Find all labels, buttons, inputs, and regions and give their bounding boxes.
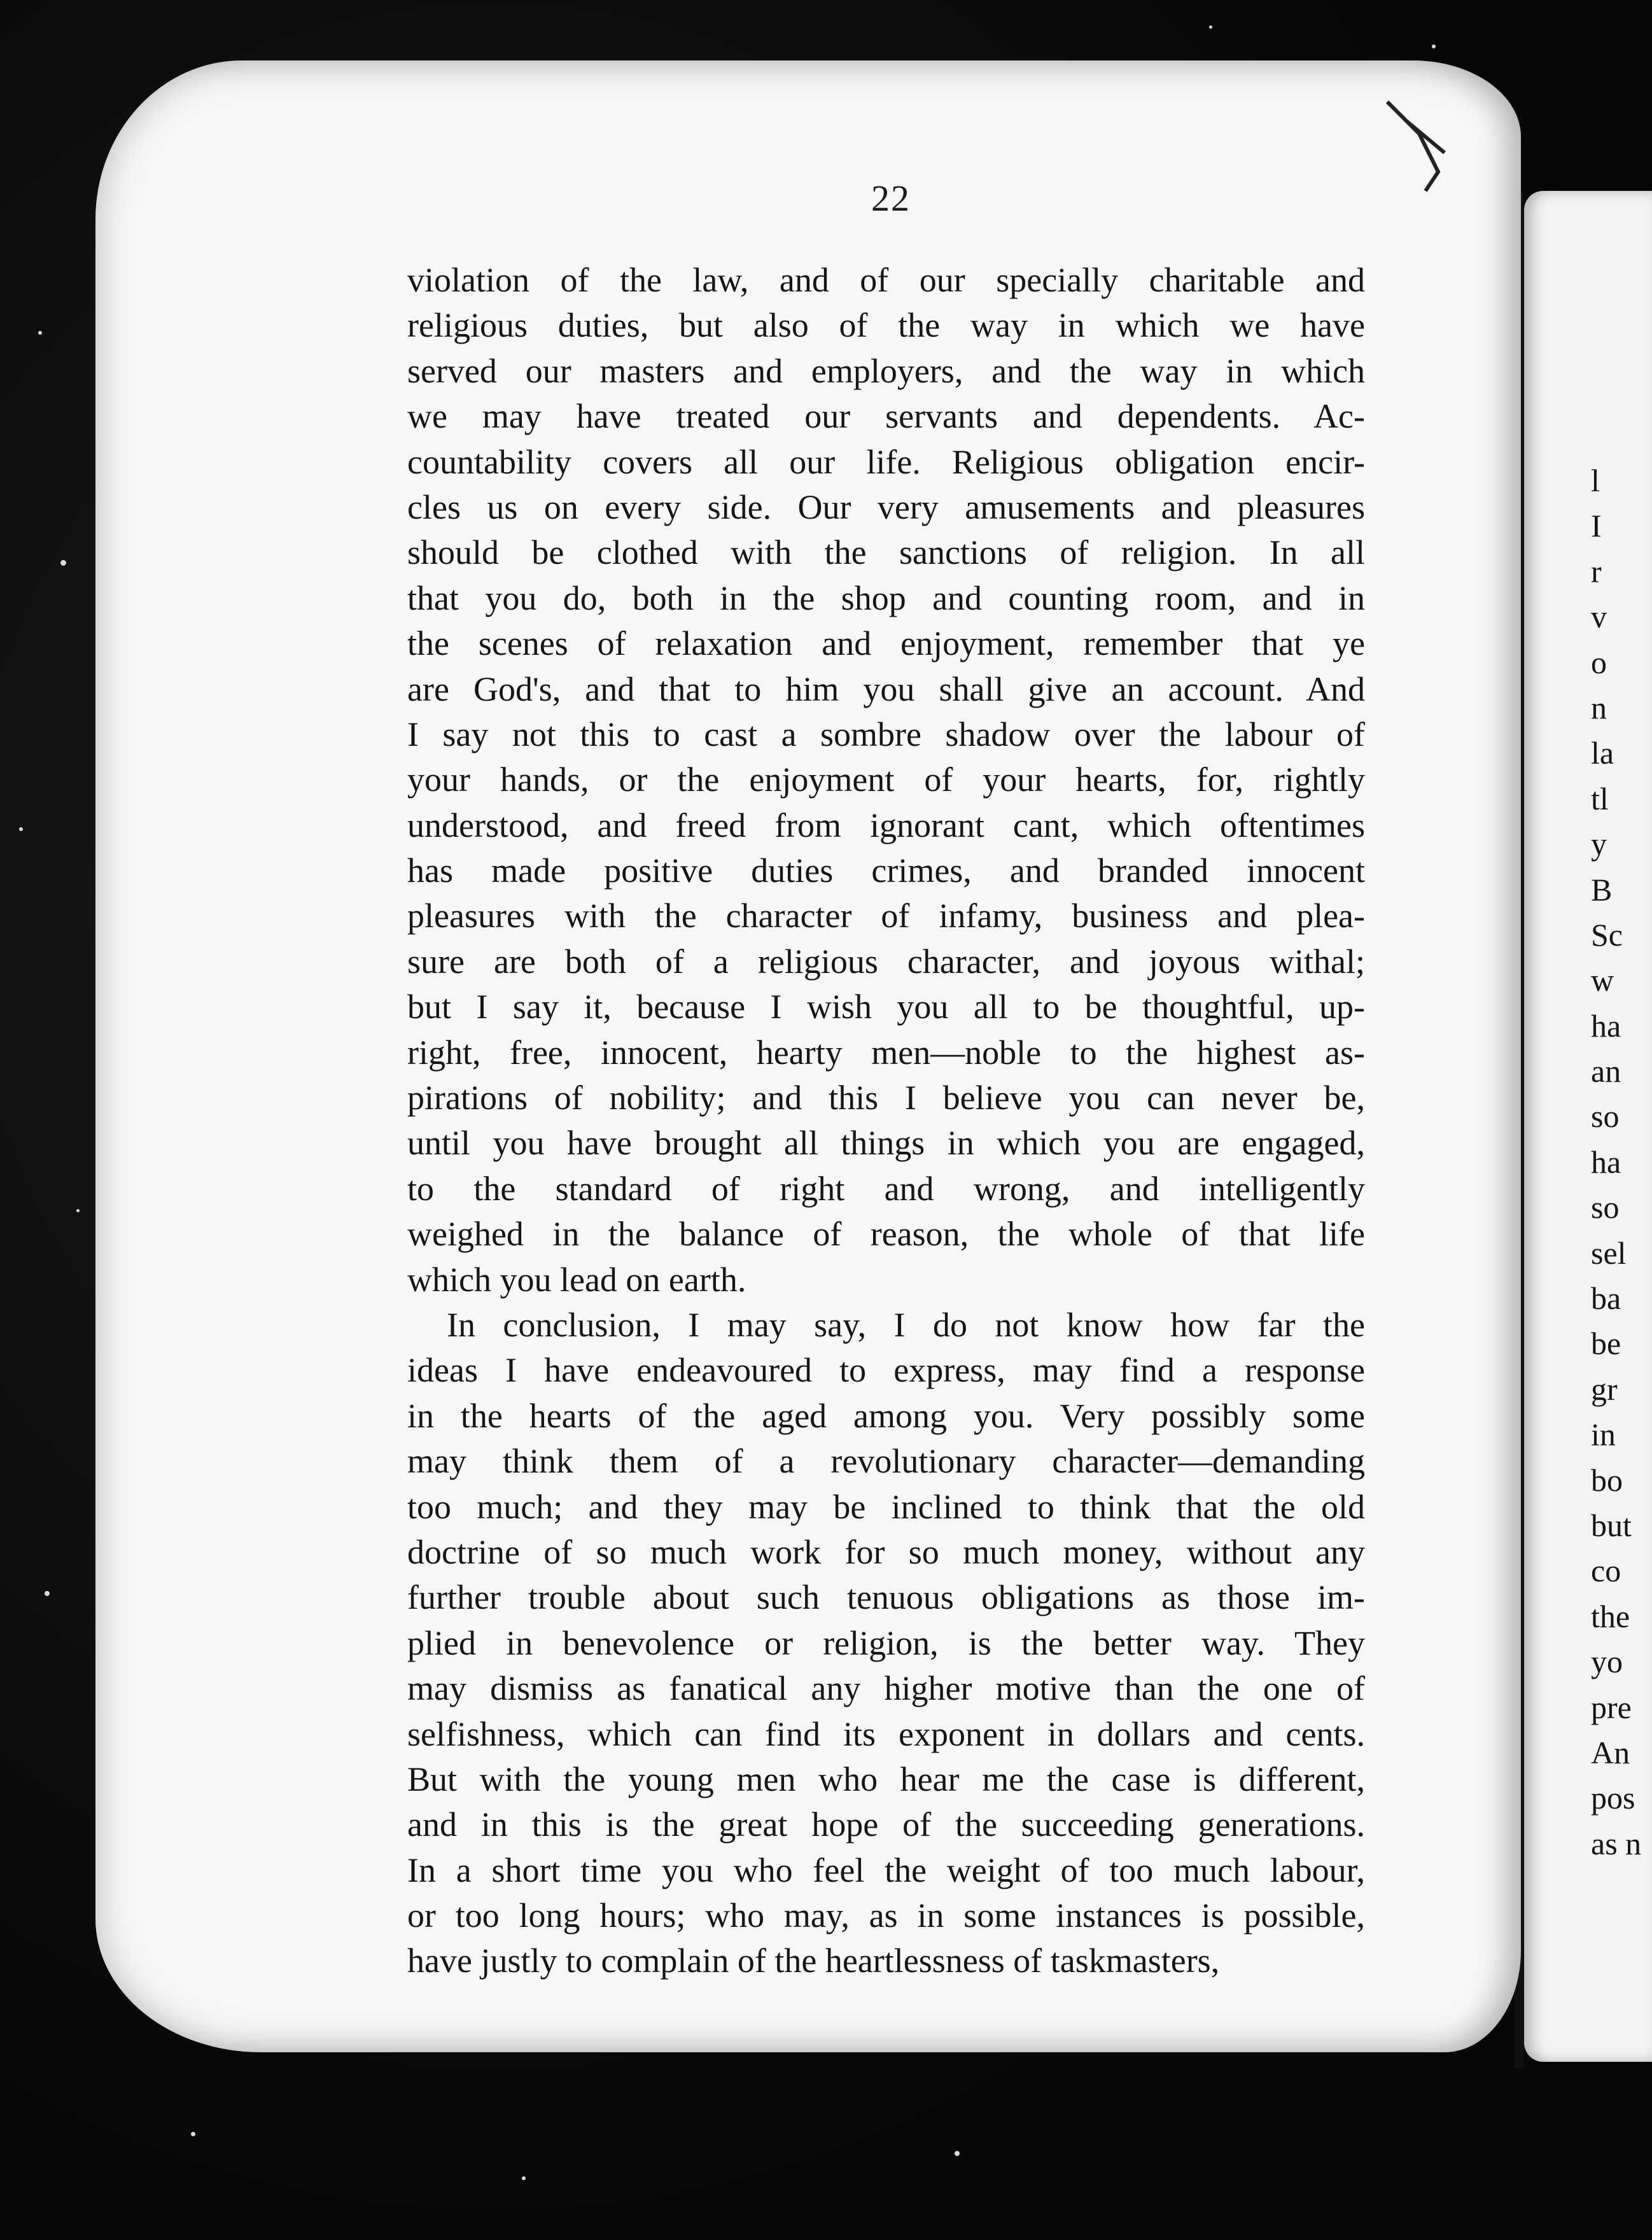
text-line: which you lead on earth. <box>407 1260 746 1299</box>
facing-page-fragment: tl <box>1591 780 1609 816</box>
text-line: In a short time you who feel the weight of too much labour, <box>407 1851 1365 1889</box>
text-line: pirations of nobility; and this I believe you can never be, <box>407 1079 1365 1117</box>
facing-page-fragment: pre <box>1591 1689 1632 1725</box>
facing-page-fragment: so <box>1591 1189 1620 1226</box>
text-line: and in this is the great hope of the succeeding generations. <box>407 1805 1365 1844</box>
text-line: have justly to complain of the heartlessness of taskmasters, <box>407 1942 1220 1980</box>
dust-speck <box>522 2176 526 2180</box>
dust-speck <box>45 1591 50 1596</box>
facing-page-fragment: n <box>1591 689 1607 725</box>
facing-page-fragment: co <box>1591 1553 1621 1589</box>
text-line: further trouble about such tenuous obligations as those im- <box>407 1578 1365 1617</box>
text-line: selfishness, which can find its exponent in dollars and cents. <box>407 1714 1365 1753</box>
facing-page-fragment: yo <box>1591 1644 1623 1680</box>
dust-speck <box>76 1209 80 1212</box>
facing-page-fragment: pos <box>1591 1780 1635 1816</box>
text-line: understood, and freed from ignorant cant, which oftentimes <box>407 806 1365 844</box>
text-line: your hands, or the enjoyment of your hearts, for, rightly <box>407 760 1365 799</box>
facing-page-fragment: v <box>1591 599 1607 635</box>
text-line: that you do, both in the shop and counting room, and in <box>407 578 1365 617</box>
text-line: In conclusion, I may say, I do not know how far the <box>447 1305 1365 1344</box>
text-line: I say not this to cast a sombre shadow over the labour of <box>407 715 1365 753</box>
facing-page-fragment: as n <box>1591 1825 1642 1861</box>
facing-page-fragment: bo <box>1591 1462 1623 1498</box>
text-line: sure are both of a religious character, and joyous withal; <box>407 942 1365 981</box>
facing-page-fragment: An <box>1591 1734 1630 1770</box>
facing-page-fragment: in <box>1591 1417 1616 1453</box>
dust-speck <box>1432 45 1436 48</box>
dust-speck <box>191 2132 195 2136</box>
facing-page-fragment: so <box>1591 1098 1620 1135</box>
torn-corner-mark <box>1381 95 1457 197</box>
body-text <box>407 258 1365 1984</box>
facing-page-fragment: la <box>1591 735 1614 771</box>
facing-page-fragment: l <box>1591 463 1600 498</box>
text-line: doctrine of so much work for so much money, without any <box>407 1532 1365 1571</box>
text-line: or too long hours; who may, as in some instances is possible, <box>407 1896 1365 1935</box>
text-line: plied in benevolence or religion, is the better way. They <box>407 1623 1365 1662</box>
page-number: 22 <box>871 178 911 219</box>
facing-page-fragment: an <box>1591 1053 1621 1089</box>
dust-speck <box>1209 25 1212 29</box>
text-line: should be clothed with the sanctions of religion. In all <box>407 533 1365 572</box>
facing-page-fragment: the <box>1591 1598 1630 1634</box>
text-line: in the hearts of the aged among you. Very possibly some <box>407 1396 1365 1435</box>
text-line: ideas I have endeavoured to express, may find a response <box>407 1351 1365 1390</box>
text-line: religious duties, but also of the way in which we have <box>407 306 1365 345</box>
facing-page-fragment: be <box>1591 1326 1621 1362</box>
facing-page-fragment: but <box>1591 1507 1632 1543</box>
facing-page-fragment: r <box>1591 553 1602 589</box>
text-line: until you have brought all things in which you are engaged, <box>407 1124 1365 1163</box>
facing-page-fragment: o <box>1591 644 1607 680</box>
text-line: But with the young men who hear me the case is different, <box>407 1760 1365 1798</box>
facing-page-fragment: ba <box>1591 1280 1621 1317</box>
dust-speck <box>19 827 23 831</box>
text-line: but I say it, because I wish you all to be thoughtful, up- <box>407 988 1365 1026</box>
text-line: pleasures with the character of infamy, business and plea- <box>407 897 1365 935</box>
facing-page-fragment: gr <box>1591 1371 1618 1407</box>
facing-page-text <box>1591 458 1652 1866</box>
dust-speck <box>955 2151 960 2156</box>
text-line: the scenes of relaxation and enjoyment, remember that ye <box>407 624 1365 663</box>
text-line: cles us on every side. Our very amusements and pleasures <box>407 487 1365 526</box>
facing-page-fragment: ha <box>1591 1007 1621 1044</box>
text-line: may think them of a revolutionary character—demanding <box>407 1442 1365 1481</box>
text-line: too much; and they may be inclined to think that the old <box>407 1487 1365 1526</box>
dust-speck <box>60 560 66 566</box>
text-line: has made positive duties crimes, and branded innocent <box>407 851 1365 890</box>
facing-page-fragment: ha <box>1591 1144 1621 1180</box>
text-line: weighed in the balance of reason, the whole of that life <box>407 1215 1365 1254</box>
facing-page-fragment: y <box>1591 826 1607 862</box>
text-line: served our masters and employers, and the way in which <box>407 351 1365 390</box>
text-line: violation of the law, and of our specially charitable and <box>407 261 1365 299</box>
text-line: may dismiss as fanatical any higher motive than the one of <box>407 1669 1365 1708</box>
facing-page-fragment: sel <box>1591 1235 1627 1271</box>
text-line: countability covers all our life. Religious obligation encir- <box>407 442 1365 481</box>
text-line: we may have treated our servants and dependents. Ac- <box>407 397 1365 436</box>
facing-page-fragment: I <box>1591 508 1602 544</box>
text-line: right, free, innocent, hearty men—noble to the highest as- <box>407 1033 1365 1072</box>
facing-page-fragment: w <box>1591 962 1614 998</box>
text-line: are God's, and that to him you shall give an account. And <box>407 669 1365 708</box>
dust-speck <box>38 331 42 335</box>
facing-page-fragment: B <box>1591 871 1613 907</box>
text-line: to the standard of right and wrong, and intelligently <box>407 1169 1365 1208</box>
facing-page-fragment: Sc <box>1591 916 1623 953</box>
